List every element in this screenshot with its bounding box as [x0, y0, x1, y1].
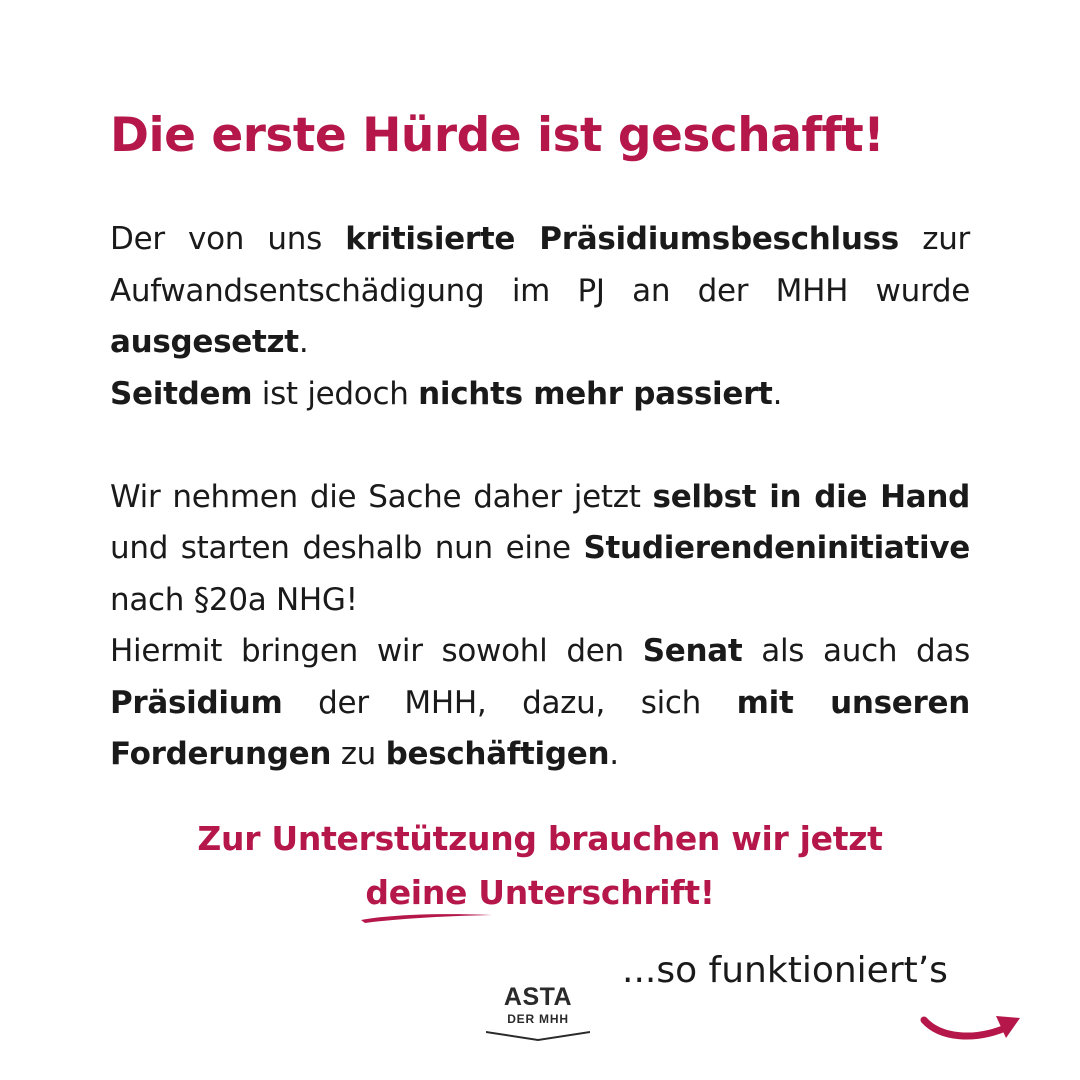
text-segment: .: [609, 736, 619, 772]
text-segment: Wir nehmen die Sache daher jetzt: [110, 478, 653, 515]
text-segment: Der von uns: [110, 221, 346, 257]
paragraph-initiative: [110, 472, 970, 627]
bold-segment: nichts mehr passiert: [418, 375, 773, 412]
cta-line-2-rest: Unterschrift!: [467, 873, 715, 912]
swoosh-underline-icon: [359, 910, 494, 924]
text-segment: .: [772, 375, 783, 412]
text-segment: zu: [331, 736, 386, 772]
text-segment: nach §20a NHG!: [110, 581, 358, 618]
bold-segment: Seitdem: [110, 375, 253, 412]
paragraph-senate-presidium: [110, 626, 970, 781]
cta-line-2: [0, 866, 1080, 920]
bold-segment: selbst in die Hand: [652, 478, 970, 515]
cta-emphasis-word: deine: [365, 873, 468, 912]
logo-main-text: ASTA: [503, 983, 573, 1011]
cta-line-1: Zur Unterstützung brauchen wir jetzt: [197, 819, 883, 858]
bold-segment: Senat: [642, 633, 743, 669]
bold-segment: beschäftigen: [385, 736, 610, 772]
text-segment: der MHH, dazu, sich: [282, 684, 737, 721]
headline: Die erste Hürde ist geschafft!: [110, 108, 885, 163]
bold-segment: mit unseren Forderungen: [110, 684, 970, 772]
cta-emphasis: [365, 866, 467, 920]
curved-arrow-right-icon: [920, 1004, 1026, 1050]
text-segment: .: [298, 324, 309, 360]
text-segment: Hiermit bringen wir sowohl den: [110, 633, 643, 669]
text-segment: und starten deshalb nun eine: [110, 530, 584, 566]
logo-sub-text: DER MHH: [507, 1012, 569, 1026]
text-segment: ist jedoch: [252, 375, 419, 412]
paragraph-nothing-happened: [110, 369, 970, 421]
paragraph-spacer: [110, 420, 970, 472]
swipe-hint: ...so funktioniert’s: [622, 950, 948, 991]
text-segment: zur Aufwandsentschädigung im PJ an der MHH wurde: [110, 221, 970, 309]
bold-segment: ausgesetzt: [110, 324, 299, 360]
bold-segment: kritisierte Präsidiumsbeschluss: [345, 221, 899, 257]
bold-segment: Studierendeninitiative: [583, 530, 970, 566]
chevron-banner-icon: [486, 1029, 590, 1041]
body-text: [110, 214, 970, 781]
bold-segment: Präsidium: [110, 684, 283, 721]
call-to-action: [0, 812, 1080, 920]
text-segment: als auch das: [742, 633, 970, 669]
asta-logo: [480, 983, 596, 1047]
paragraph-decision-suspended: [110, 214, 970, 369]
